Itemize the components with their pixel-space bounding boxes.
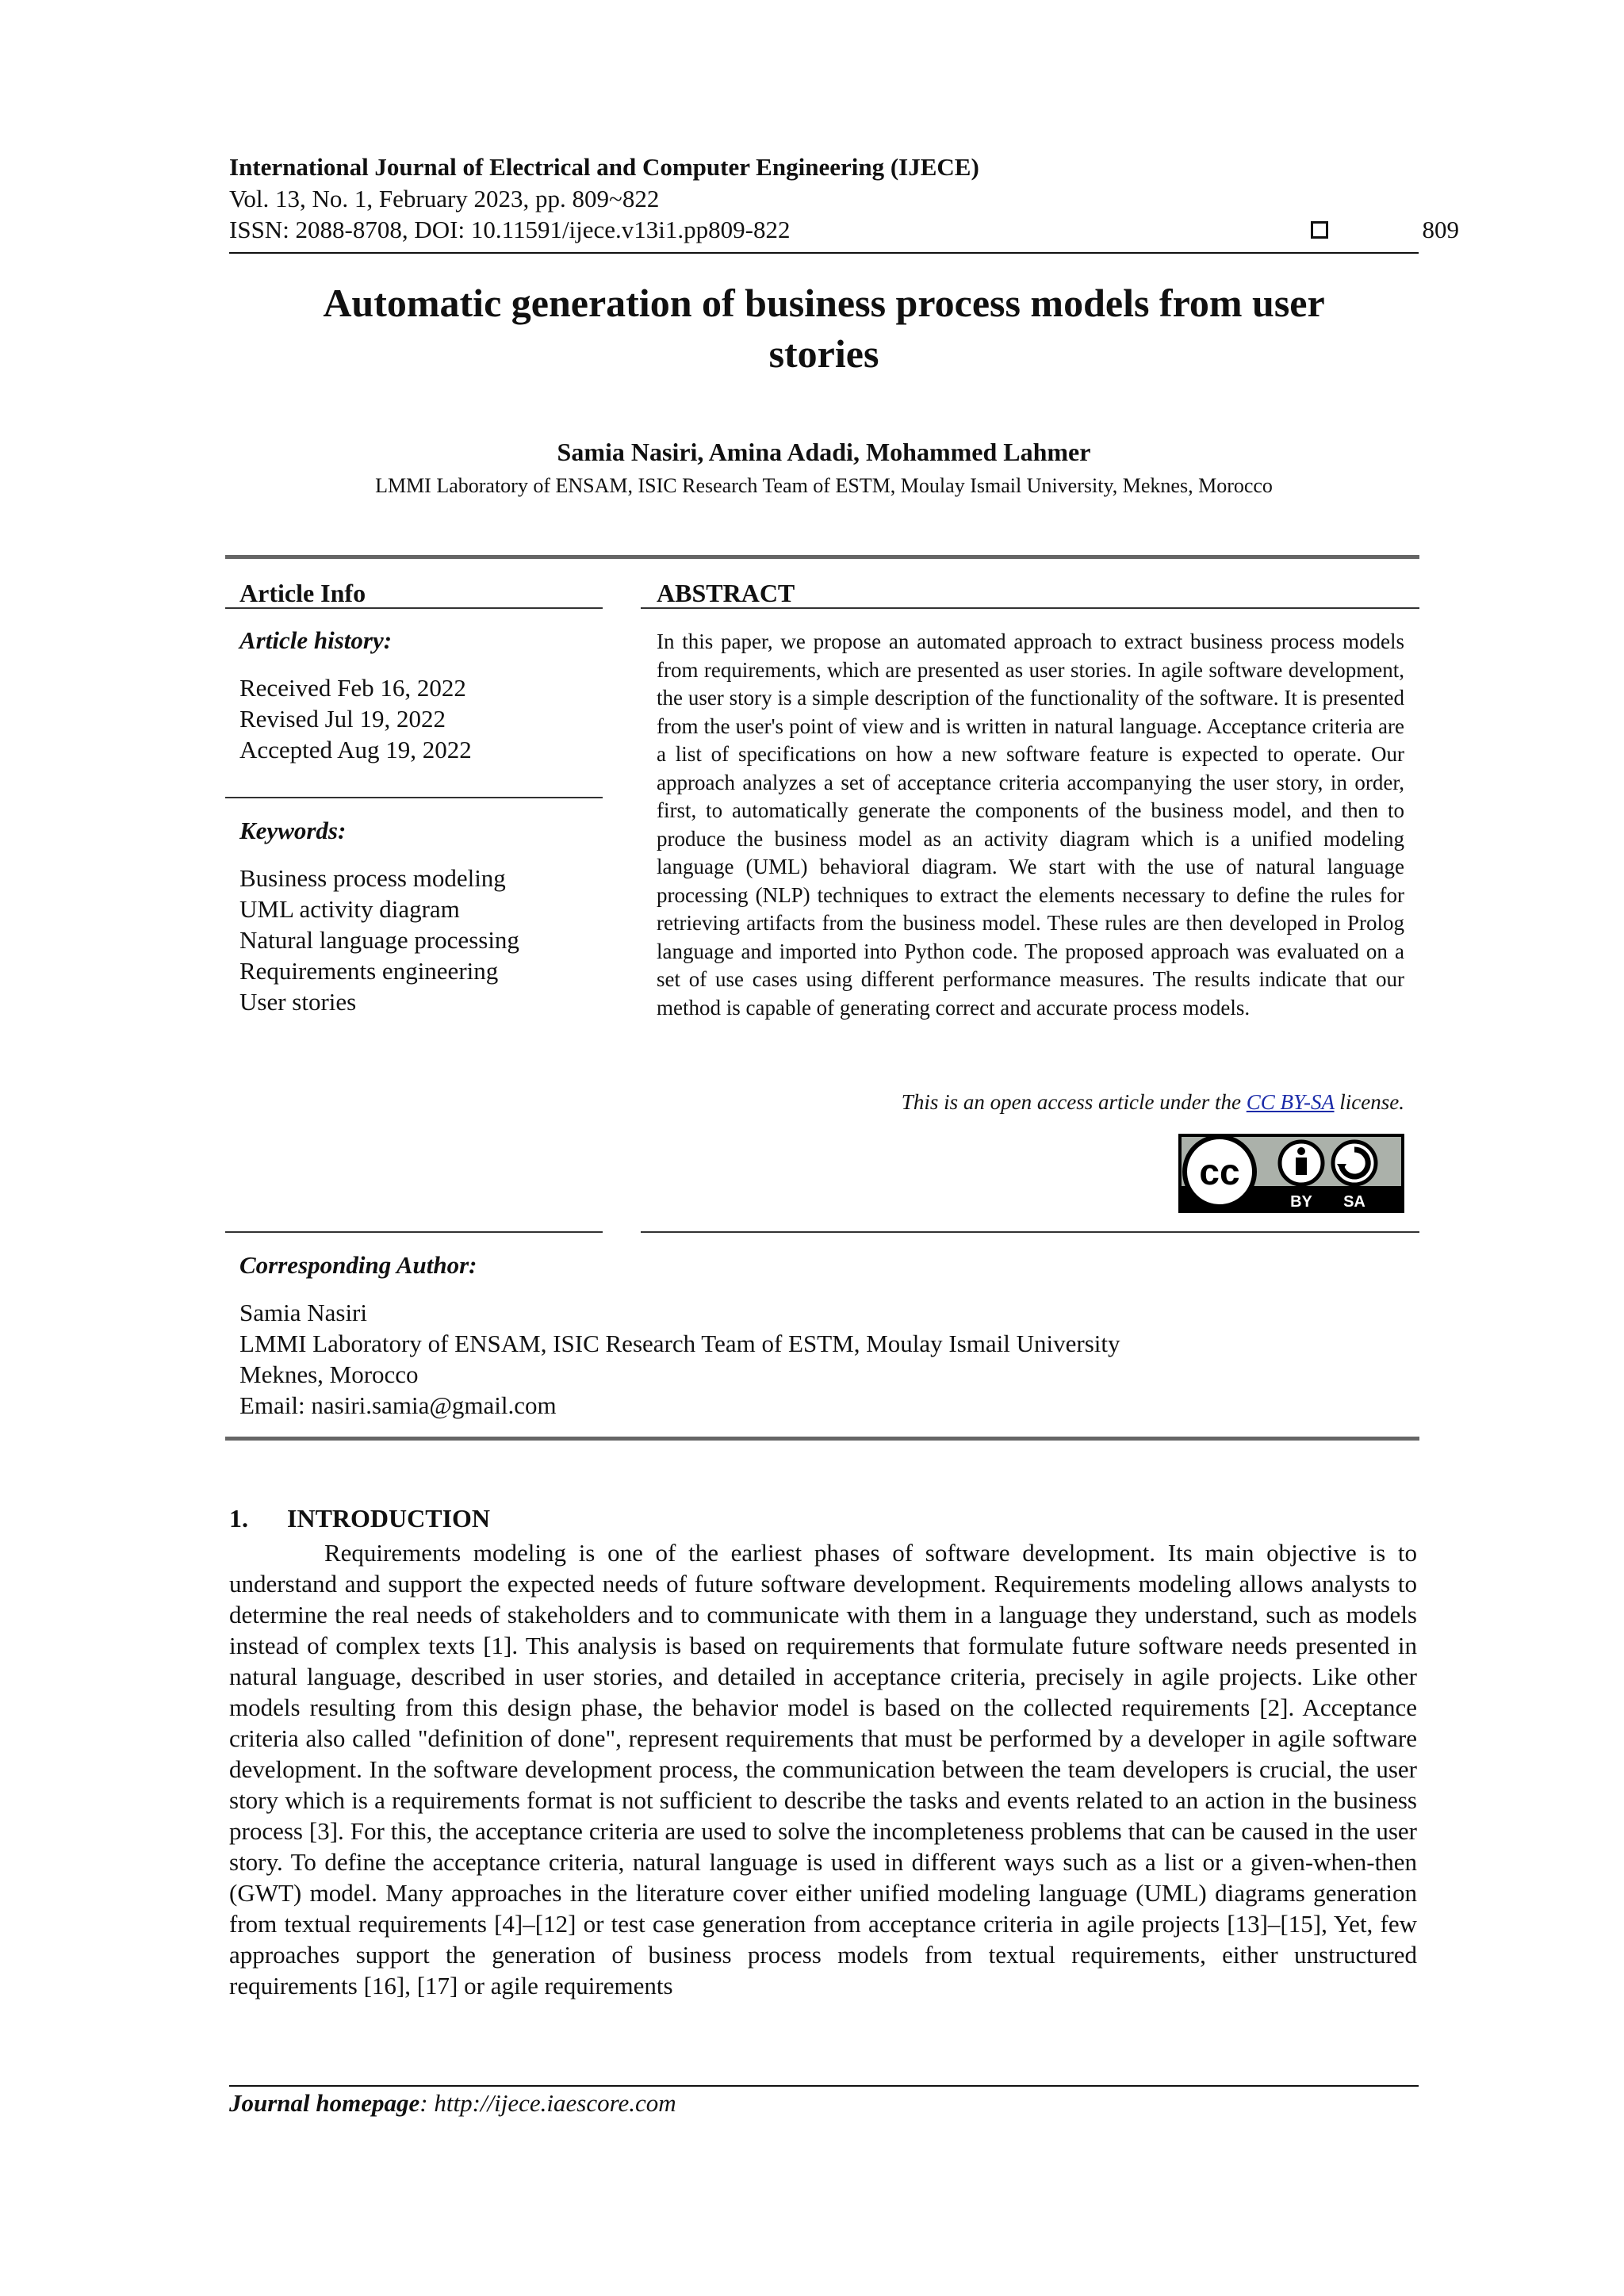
corresponding-city: Meknes, Morocco [239, 1360, 419, 1388]
intro-heading: INTRODUCTION [287, 1504, 491, 1533]
corresponding-author-heading: Corresponding Author: [239, 1251, 477, 1279]
keyword-item: Business process modeling [239, 864, 506, 892]
license-statement [657, 1090, 1404, 1115]
keywords-rule [225, 1231, 603, 1233]
journal-homepage [229, 2089, 676, 2118]
footer-label: Journal homepage [229, 2089, 420, 2117]
cc-by-sa-badge[interactable] [1178, 1134, 1404, 1213]
footer-url[interactable]: : http://ijece.iaescore.com [419, 2089, 676, 2117]
volume-info: Vol. 13, No. 1, February 2023, pp. 809~822 [229, 185, 660, 212]
received-date: Received Feb 16, 2022 [239, 674, 466, 702]
abstract-heading: ABSTRACT [657, 579, 795, 607]
footer-rule [229, 2085, 1419, 2087]
title-line-1: Automatic generation of business process models from user [323, 281, 1325, 325]
header-rule [229, 252, 1419, 254]
info-top-rule [225, 555, 1419, 559]
article-info-heading: Article Info [239, 579, 366, 607]
corresponding-name: Samia Nasiri [239, 1299, 367, 1326]
cc-badge-text: cc [1199, 1151, 1240, 1192]
journal-name: International Journal of Electrical and Computer Engineering (IJECE) [229, 153, 979, 181]
page-number: 809 [1422, 216, 1459, 243]
issn-doi: ISSN: 2088-8708, DOI: 10.11591/ijece.v13i1.pp809-822 [229, 216, 791, 243]
license-prefix: This is an open access article under the [901, 1090, 1247, 1114]
revised-date: Revised Jul 19, 2022 [239, 705, 446, 733]
article-info-rule [225, 607, 603, 609]
corresponding-email: Email: nasiri.samia@gmail.com [239, 1391, 557, 1419]
paper-title [229, 277, 1419, 379]
sa-label: SA [1343, 1193, 1365, 1211]
intro-paragraph: Requirements modeling is one of the earliest phases of software development. Its main objective is to understand and support the expected needs of future software development. Requirements modeling allows analysts to determine the real needs of stakeholders and to communicate with them in a language they understand, such as models instead of complex texts [1]. This analysis is based on requirements that formulate future software needs presented in natural language, described in user stories, and detailed in acceptance criteria, precisely in agile projects. Like other models resulting from this design phase, the behavior model is based on the collected requirements [2]. Acceptance criteria also called "definition of done", represent requirements that must be performed by a developer in agile software development. In the software development process, the communication between the team developers is crucial, the user story which is a requirements format is not sufficient to describe the tasks and events related to an action in the business process [3]. For this, the acceptance criteria are used to solve the incompleteness problems that can be caused in the user story. To define the acceptance criteria, natural language is used in different ways such as a list or a given-when-then (GWT) model. Many approaches in the literature cover either unified modeling language (UML) diagrams generation from textual requirements [4]–[12] or test case generation from acceptance criteria in agile projects [13]–[15], Yet, few approaches support the generation of business process models from textual requirements, either unstructured requirements [16], [17] or agile requirements [229, 1539, 1417, 1999]
keyword-item: Requirements engineering [239, 957, 499, 985]
by-label: BY [1290, 1193, 1312, 1211]
history-rule [225, 797, 603, 798]
keywords-heading: Keywords: [239, 817, 347, 844]
cc-badge-graphic [1178, 1134, 1404, 1213]
accepted-date: Accepted Aug 19, 2022 [239, 736, 472, 763]
title-line-2: stories [768, 331, 879, 376]
keyword-item: Natural language processing [239, 926, 519, 954]
intro-number: 1. [229, 1504, 248, 1533]
abstract-rule [641, 607, 1419, 609]
abstract-text: In this paper, we propose an automated approach to extract business process models from requirements, which are presented as user stories. In agile software development, the user story is a simple description of the functionality of the software. It is presented from the user's point of view and is written in natural language. Acceptance criteria are a list of specifications on how a new software feature is expected to operate. Our approach analyzes a set of acceptance criteria accompanying the user story, in order, first, to automatically generate the components of the business model, and then to produce the business model as an activity diagram which is a unified modeling language (UML) behavioral diagram. We start with the use of natural language processing (NLP) techniques to extract the elements necessary to define the rules for retrieving artifacts from the business model. These rules are then developed in Prolog language and imported into Python code. The proposed approach was evaluated on a set of use cases using different performance measures. The results indicate that our method is capable of generating correct and accurate process models. [657, 629, 1404, 1020]
keyword-item: UML activity diagram [239, 895, 460, 923]
license-suffix: license. [1334, 1090, 1404, 1114]
intro-body [229, 1537, 1417, 2001]
article-history-heading: Article history: [239, 626, 393, 654]
corresponding-affiliation: LMMI Laboratory of ENSAM, ISIC Research Team of ESTM, Moulay Ismail University [239, 1330, 1120, 1357]
affiliation: LMMI Laboratory of ENSAM, ISIC Research Team of ESTM, Moulay Ismail University, Meknes, Morocco [375, 474, 1273, 497]
keyword-item: User stories [239, 988, 357, 1016]
info-bottom-rule [225, 1437, 1419, 1441]
checkbox-square-icon [1311, 221, 1328, 239]
abstract-bottom-rule [641, 1231, 1419, 1233]
license-link[interactable]: CC BY-SA [1246, 1090, 1335, 1114]
authors: Samia Nasiri, Amina Adadi, Mohammed Lahmer [557, 438, 1091, 466]
